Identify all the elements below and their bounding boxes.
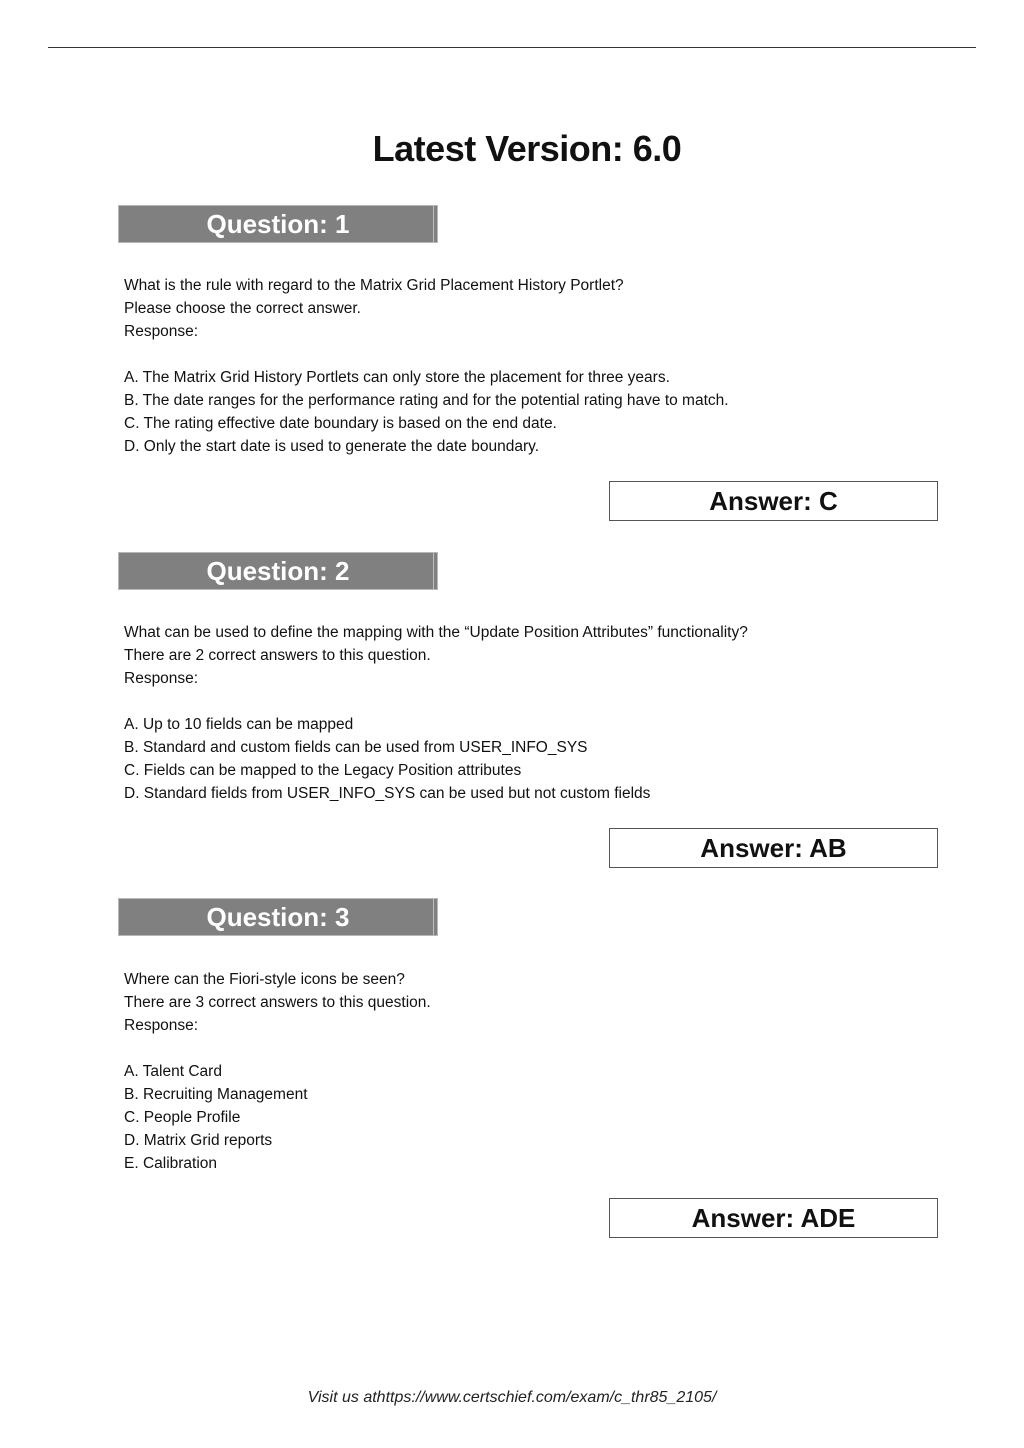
question-1-header: Question: 1 — [118, 205, 438, 243]
question-2-stem-line: What can be used to define the mapping with the “Update Position Attributes” functionality? — [124, 624, 748, 641]
question-1-stem-line: What is the rule with regard to the Matrix Grid Placement History Portlet? — [124, 277, 624, 294]
question-1-answer: Answer: C — [609, 481, 938, 521]
question-2-option-d: D. Standard fields from USER_INFO_SYS can be used but not custom fields — [124, 785, 651, 802]
question-2-option-a: A. Up to 10 fields can be mapped — [124, 716, 354, 733]
question-1-stem-line: Response: — [124, 323, 199, 340]
question-3-option-d: D. Matrix Grid reports — [124, 1132, 273, 1149]
page-title: Latest Version: 6.0 — [372, 128, 682, 169]
spacer — [124, 1037, 944, 1060]
top-divider — [48, 47, 976, 48]
question-1-option-b: B. The date ranges for the performance rating and for the potential rating have to match. — [124, 392, 729, 409]
question-2-stem-line: There are 2 correct answers to this question. — [124, 647, 431, 664]
question-3-header: Question: 3 — [118, 898, 438, 936]
question-1-body — [124, 274, 944, 458]
question-3-option-a: A. Talent Card — [124, 1063, 222, 1080]
question-2-option-b: B. Standard and custom fields can be used from USER_INFO_SYS — [124, 739, 588, 756]
question-2-body — [124, 621, 944, 805]
spacer — [124, 343, 944, 366]
question-3-stem-line: Where can the Fiori-style icons be seen? — [124, 971, 405, 988]
question-3-body — [124, 968, 944, 1175]
question-1-option-d: D. Only the start date is used to generate the date boundary. — [124, 438, 540, 455]
spacer — [124, 690, 944, 713]
question-3-option-b: B. Recruiting Management — [124, 1086, 308, 1103]
question-1-option-a: A. The Matrix Grid History Portlets can only store the placement for three years. — [124, 369, 670, 386]
question-3-answer: Answer: ADE — [609, 1198, 938, 1238]
footer-link[interactable]: Visit us athttps://www.certschief.com/exam/c_thr85_2105/ — [307, 1389, 717, 1406]
question-2-option-c: C. Fields can be mapped to the Legacy Position attributes — [124, 762, 522, 779]
question-2-answer: Answer: AB — [609, 828, 938, 868]
question-1-option-c: C. The rating effective date boundary is based on the end date. — [124, 415, 557, 432]
question-3-option-e: E. Calibration — [124, 1155, 218, 1172]
question-2-header: Question: 2 — [118, 552, 438, 590]
question-3-stem-line: Response: — [124, 1017, 199, 1034]
question-3-stem-line: There are 3 correct answers to this question. — [124, 994, 431, 1011]
question-3-option-c: C. People Profile — [124, 1109, 241, 1126]
question-2-stem-line: Response: — [124, 670, 199, 687]
question-1-stem-line: Please choose the correct answer. — [124, 300, 361, 317]
